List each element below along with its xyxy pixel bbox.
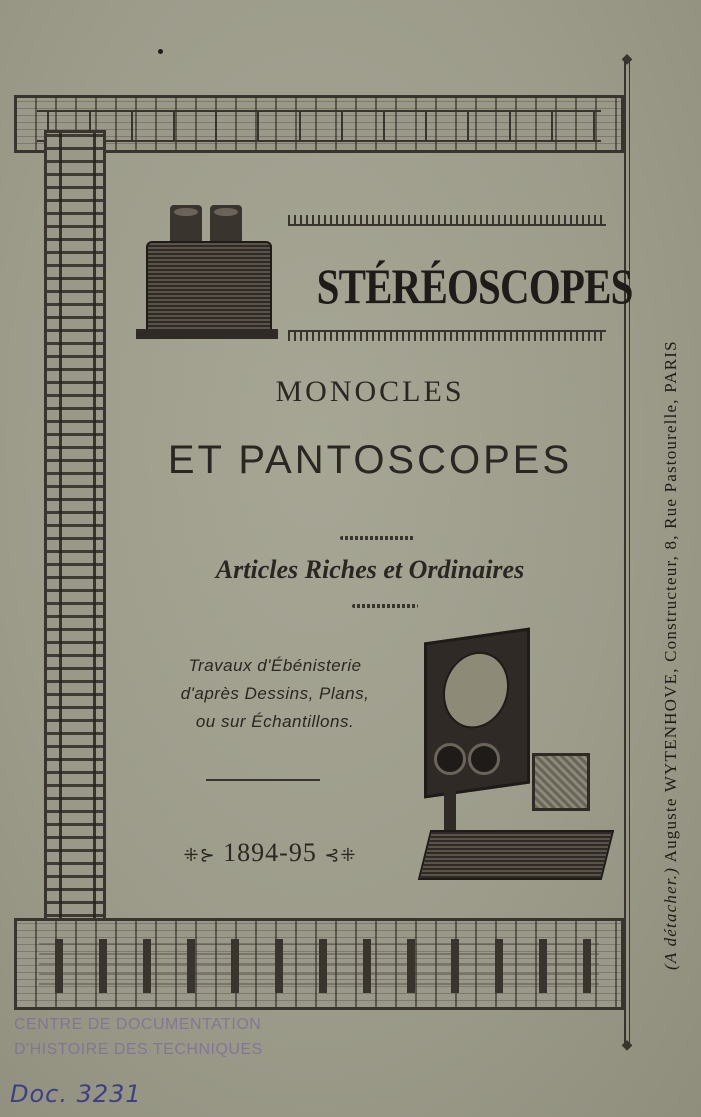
eyepiece-left xyxy=(170,205,202,243)
rule-cap-bottom: ◆ xyxy=(621,1037,633,1053)
title-rule-bottom xyxy=(288,330,606,341)
rule-cap-top: ◆ xyxy=(621,51,633,67)
year-ornament-left: ⁜⊱ xyxy=(183,845,216,865)
title-rule-top xyxy=(288,215,606,226)
ink-dot xyxy=(158,49,163,54)
vertical-rule xyxy=(624,58,630,1048)
subtitle-pantoscopes: ET PANTOSCOPES xyxy=(167,438,573,482)
year-ornament-right: ⊰⁜ xyxy=(324,845,357,865)
detach-note: (A détacher.) xyxy=(661,866,680,970)
year-line xyxy=(170,838,370,868)
ornament-pattern xyxy=(37,110,601,142)
pantoscope-table xyxy=(418,830,614,880)
library-stamp xyxy=(14,1012,314,1062)
pantoscope-mirror xyxy=(532,753,590,811)
subtitle-monocles: MONOCLES xyxy=(275,375,465,408)
divider-ornament xyxy=(352,604,418,608)
maker-address: Auguste WYTENHOVE, Constructeur, 8, Rue Pastourelle, PARIS xyxy=(661,340,680,863)
cover-title: STÉRÉOSCOPES xyxy=(316,258,633,314)
divider-ornament xyxy=(340,536,414,540)
travaux-line: Travaux d'Ébénisterie xyxy=(188,656,362,675)
handwritten-doc-number: Doc. 3231 xyxy=(10,1080,142,1108)
travaux-line: d'après Dessins, Plans, xyxy=(180,684,370,703)
ornamental-border-bottom xyxy=(14,918,624,1010)
pantoscope-illustration xyxy=(414,635,614,890)
ornament-pattern xyxy=(39,939,599,993)
travaux-block xyxy=(130,652,420,736)
stamp-line: CENTRE DE DOCUMENTATION xyxy=(14,1016,262,1033)
stereoscope-body xyxy=(146,241,272,337)
articles-line: Articles Riches et Ordinaires xyxy=(215,555,525,584)
ornamental-border-left xyxy=(44,130,106,930)
eyepiece-right xyxy=(210,205,242,243)
stereoscope-base xyxy=(136,329,278,339)
pantoscope-eyepieces xyxy=(434,743,498,769)
side-address xyxy=(661,150,681,970)
travaux-line: ou sur Échantillons. xyxy=(195,712,355,731)
stereoscope-illustration xyxy=(132,205,282,345)
divider-line xyxy=(206,779,320,781)
stamp-line: D'HISTOIRE DES TECHNIQUES xyxy=(14,1041,263,1058)
catalogue-year: 1894-95 xyxy=(223,838,317,867)
